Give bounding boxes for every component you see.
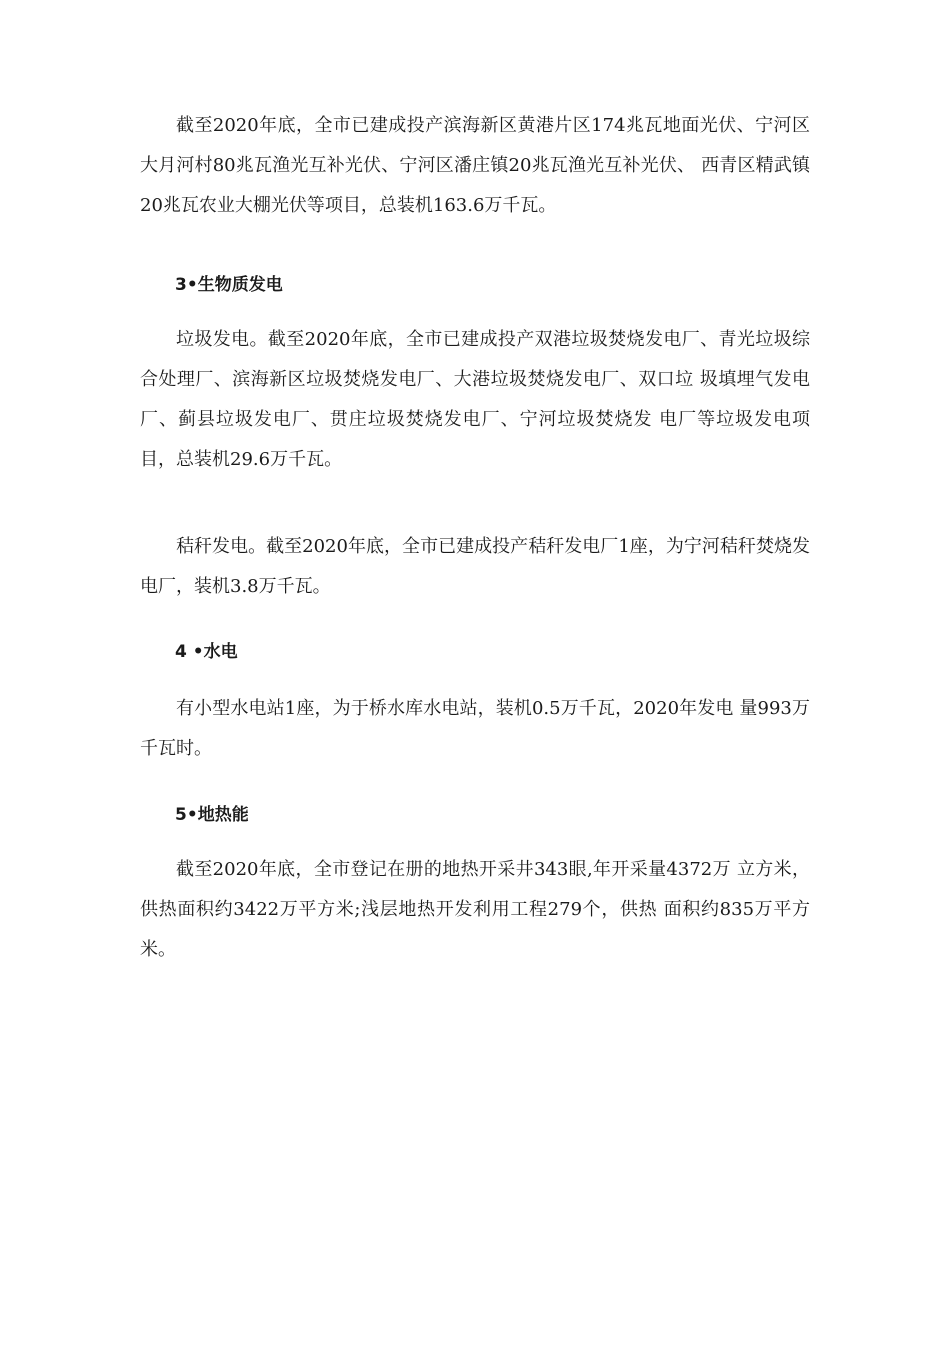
paragraph-garbage-power: 垃圾发电。截至2020年底，全市已建成投产双港垃圾焚烧发电厂、青光垃圾综合处理厂、滨海新区垃圾焚烧发电厂、大港垃圾焚烧发电厂、双口垃 圾填埋气发电厂、蓟县垃圾发电厂、贯庄垃圾焚烧发电厂、宁河垃圾焚烧发 电厂等垃圾发电项目，总装机29.6万千瓦。 [140, 329, 810, 470]
heading-biomass: 3•生物质发电 [175, 275, 283, 295]
heading-geothermal: 5•地热能 [175, 805, 249, 825]
heading-hydro: 4 •水电 [175, 642, 238, 662]
paragraph-geothermal: 截至2020年底，全市登记在册的地热开采井343眼,年开采量4372万 立方米，供热面积约3422万平方米;浅层地热开发利用工程279个，供热 面积约835万平方米。 [140, 859, 810, 960]
paragraph-solar: 截至2020年底，全市已建成投产滨海新区黄港片区174兆瓦地面光伏、宁河区大月河村80兆瓦渔光互补光伏、宁河区潘庄镇20兆瓦渔光互补光伏、 西青区精武镇20兆瓦农业大棚光伏等项目，总装机163.6万千瓦。 [140, 115, 810, 216]
paragraph-straw-power: 秸秆发电。截至2020年底，全市已建成投产秸秆发电厂1座，为宁河秸秆焚烧发电厂，装机3.8万千瓦。 [140, 536, 810, 597]
paragraph-hydro: 有小型水电站1座，为于桥水库水电站，装机0.5万千瓦，2020年发电 量993万千瓦时。 [140, 698, 810, 759]
